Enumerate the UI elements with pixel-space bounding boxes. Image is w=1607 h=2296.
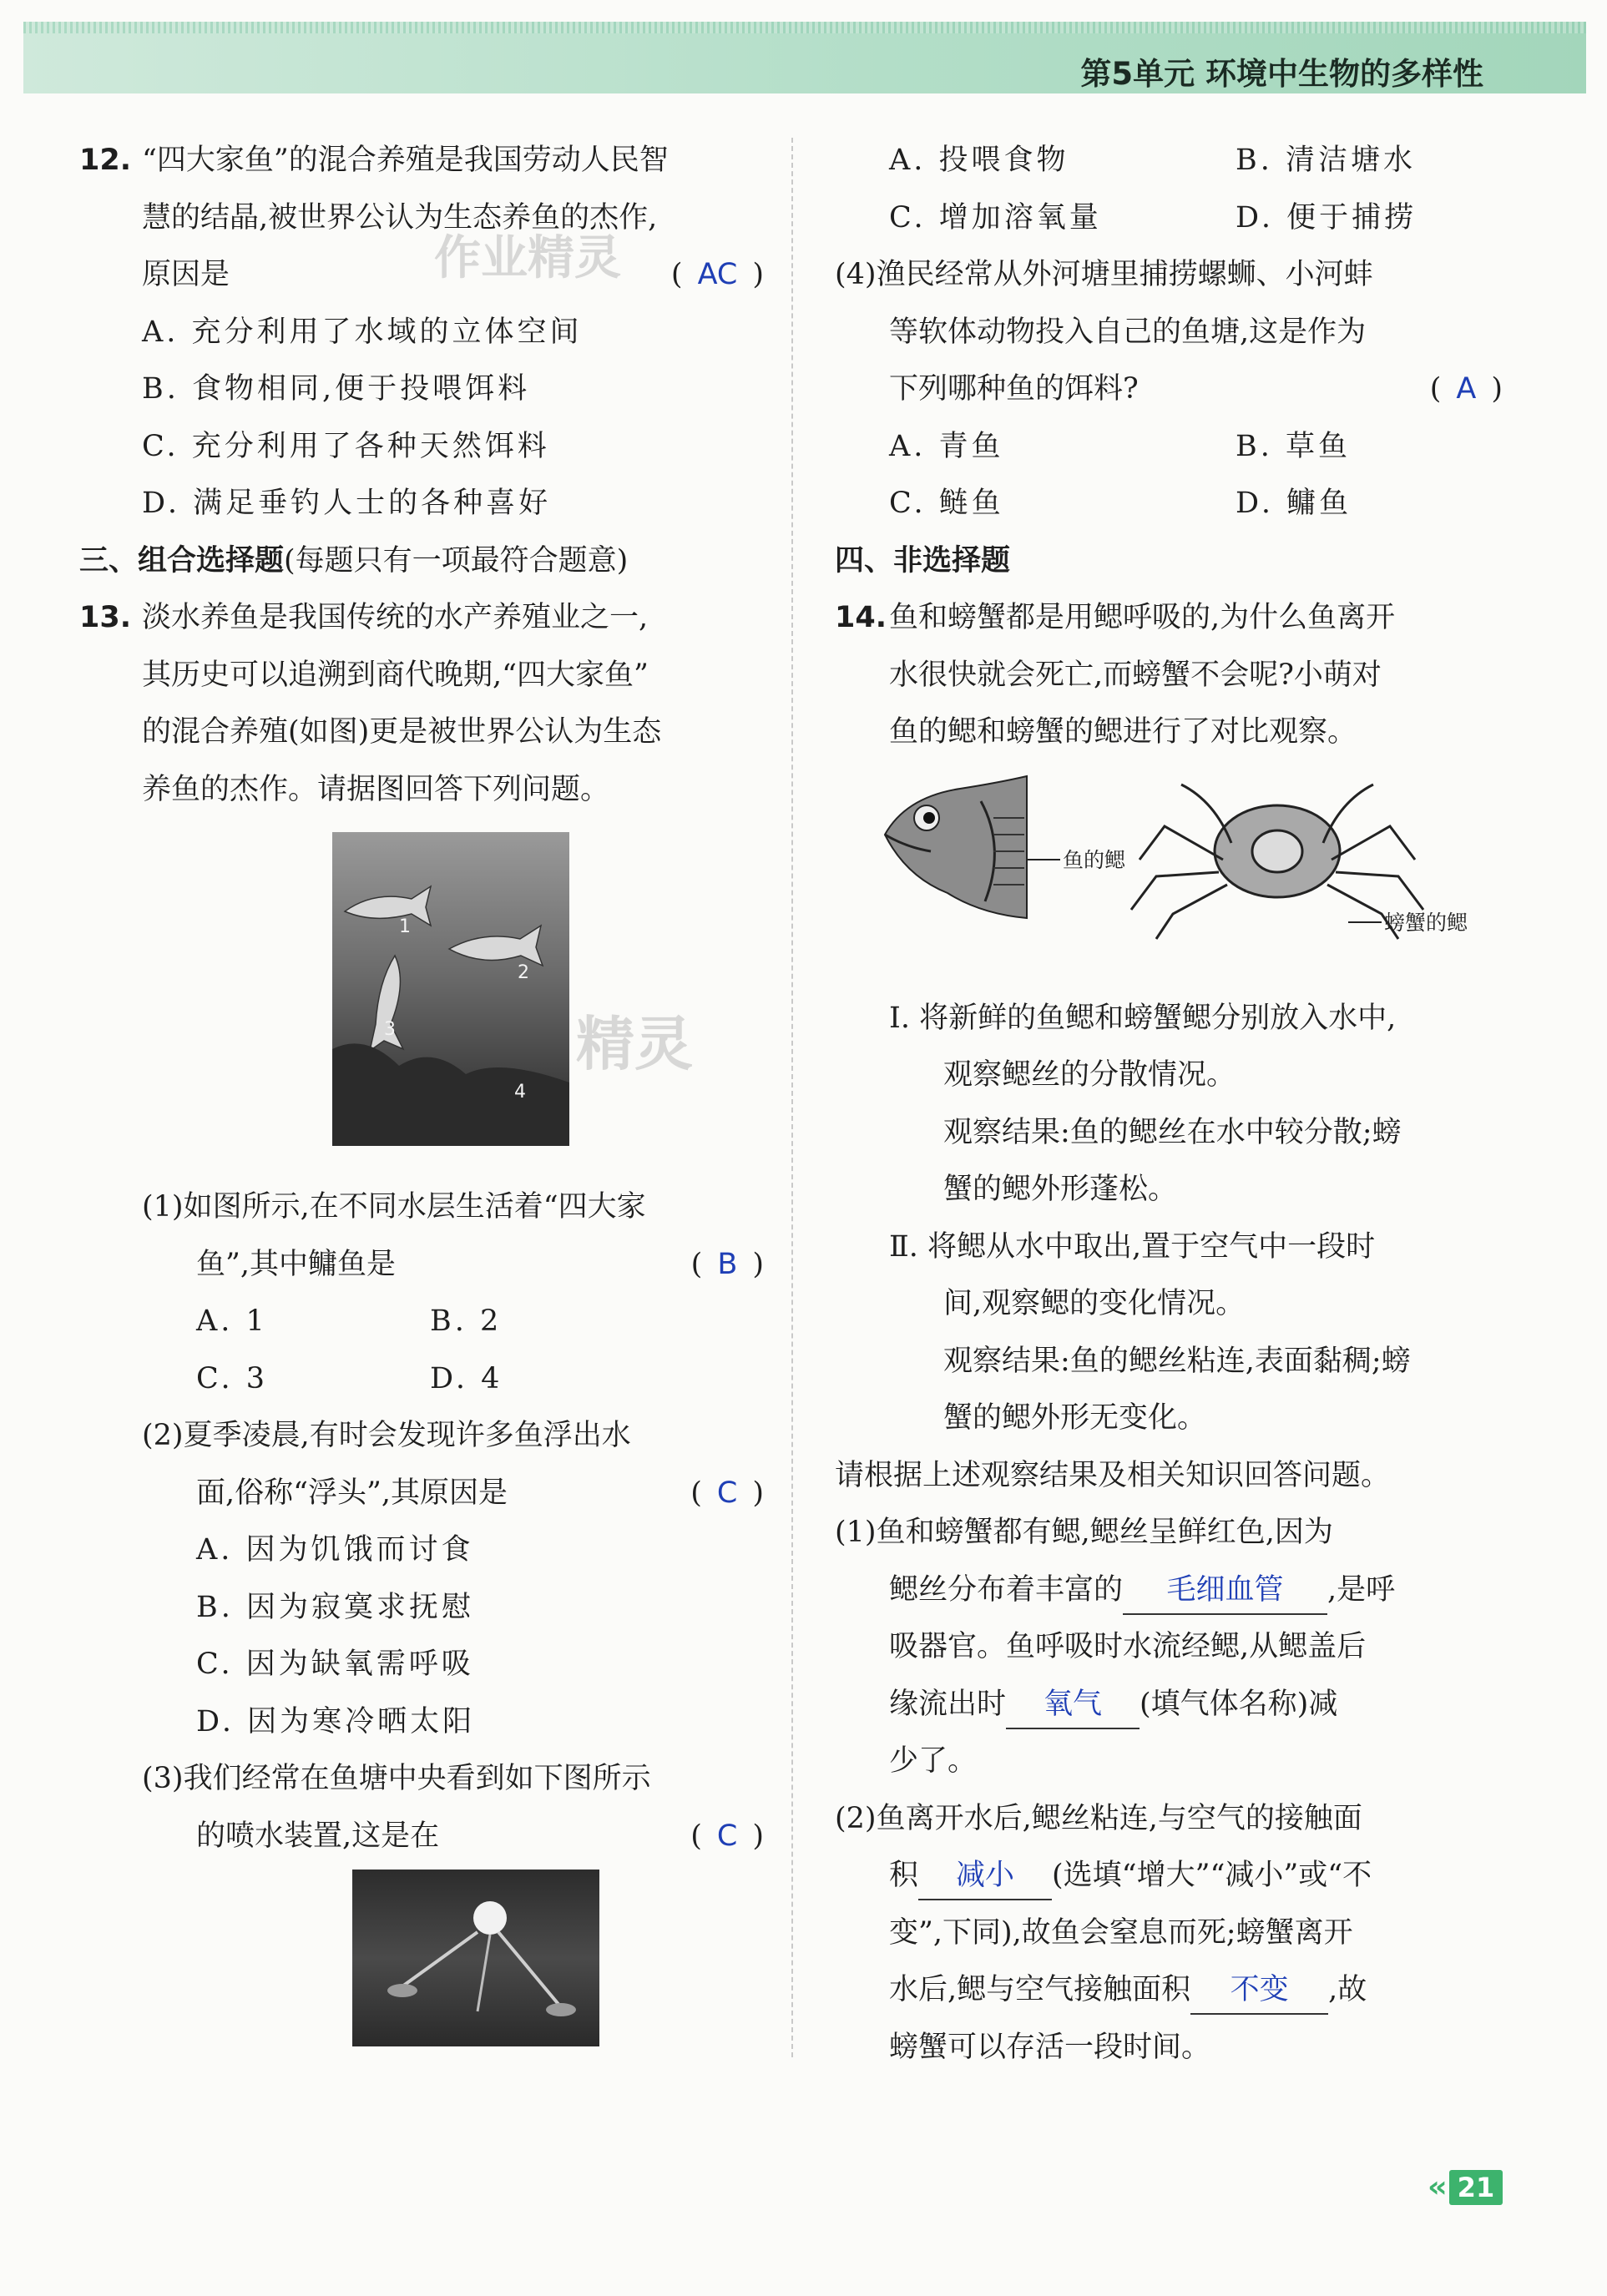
q12-option-a: A. 充分利用了水域的立体空间 [142, 315, 583, 349]
q12-option-d: D. 满足垂钓人士的各种喜好 [142, 487, 552, 520]
q13-sub2-option-a: A. 因为饥饿而讨食 [196, 1533, 474, 1567]
q14-a2-line-5: 螃蟹可以存活一段时间。 [889, 2030, 1211, 2064]
q14-a1-line-5: 少了。 [889, 1744, 978, 1778]
q12-option-c: C. 充分利用了各种天然饵料 [142, 429, 550, 463]
gill-illustration [881, 768, 1515, 947]
q14-a1-line-4: 缘流出时 氧气 (填气体名称)减 [835, 1676, 1503, 1733]
q13-sub4-line-1: (4)渔民经常从外河塘里捕捞螺蛳、小河蚌 [835, 258, 1373, 291]
fish-label-4: 4 [514, 1082, 526, 1103]
q12-answer: AC [697, 258, 738, 291]
answer-blank-oxygen[interactable]: 氧气 [1006, 1681, 1140, 1729]
q12-line-2: 慧的结晶,被世界公认为生态养鱼的杰作, [142, 200, 658, 235]
q12-line-1: 12. “四大家鱼”的混合养殖是我国劳动人民智 [79, 132, 764, 189]
fish-1 [345, 886, 431, 926]
right-column [835, 132, 1503, 2076]
q13-sub2-answer-bracket: ( C ) [690, 1476, 764, 1510]
q13-sub1-options-ab: A. 1 B. 2 [196, 1304, 503, 1338]
q13-sub2-option-d: D. 因为寒冷晒太阳 [196, 1704, 476, 1738]
q13-sub2-line-2: 面,俗称“浮头”,其原因是 ( C ) [79, 1465, 764, 1522]
q12-line-3: 原因是 ( AC ) [79, 246, 764, 304]
q14-a1-line-1: (1)鱼和螃蟹都有鳃,鳃丝呈鲜红色,因为 [835, 1516, 1333, 1549]
q13-sub2-option-b: B. 因为寂寞求抚慰 [196, 1590, 474, 1624]
q12-option-b: B. 食物相同,便于投喂饵料 [142, 372, 531, 406]
q13-sub2-answer: C [716, 1476, 738, 1510]
q13-sub3-answer: C [716, 1819, 738, 1853]
watermark-middle: 精灵 [576, 1010, 693, 1078]
q14-a2-line-1: (2)鱼离开水后,鳃丝粘连,与空气的接触面 [835, 1801, 1362, 1835]
q14-step1-line-4: 蟹的鳃外形蓬松。 [943, 1173, 1178, 1206]
aerator-foot-left [387, 1984, 417, 1997]
q13-sub1-line-1: (1)如图所示,在不同水层生活着“四大家 [142, 1190, 646, 1224]
watermark-top: 作业精灵 [434, 231, 621, 285]
section-4-heading: 四、非选择题 [835, 543, 1011, 578]
fish-head-drawing [885, 776, 1027, 918]
fish-label-3: 3 [384, 1019, 396, 1040]
fish-gill-label: 鱼的鳃 [1063, 848, 1126, 872]
q14-step2-line-1: Ⅱ. 将鳃从水中取出,置于空气中一段时 [889, 1229, 1376, 1264]
q12-answer-bracket: ( AC ) [670, 258, 764, 291]
aerator-arm-center [478, 1935, 490, 2011]
q13-number: 13. [79, 601, 132, 634]
q14-step1-line-2: 观察鳃丝的分散情况。 [943, 1058, 1236, 1092]
aerator-figure [352, 1870, 599, 2046]
q14-step1-line-1: Ⅰ. 将新鲜的鱼鳃和螃蟹鳃分别放入水中, [889, 1001, 1397, 1035]
section-3-heading: 三、组合选择题(每题只有一项最符合题意) [79, 543, 629, 578]
four-fish-illustration [332, 832, 569, 1146]
pond-weeds [332, 1043, 569, 1146]
q14-line-3: 鱼的鳃和螃蟹的鳃进行了对比观察。 [889, 715, 1357, 749]
column-divider [791, 138, 793, 2057]
q14-a1-line-3: 吸器官。鱼呼吸时水流经鳃,从鳃盖后 [889, 1630, 1367, 1663]
q14-a1-line-2: 鳃丝分布着丰富的 毛细血管 ,是呼 [835, 1562, 1503, 1619]
answer-blank-decrease[interactable]: 减小 [918, 1852, 1052, 1900]
page-number: ‹‹ 21 [1428, 2170, 1503, 2205]
q14-step1-line-3: 观察结果:鱼的鳃丝在水中较分散;螃 [943, 1115, 1402, 1149]
q14-step2-line-4: 蟹的鳃外形无变化。 [943, 1401, 1207, 1435]
gill-figures [881, 768, 1515, 947]
crab-drawing [1131, 785, 1423, 939]
q13-sub2-line-1: (2)夏季凌晨,有时会发现许多鱼浮出水 [142, 1419, 631, 1452]
unit-title: 第5单元 环境中生物的多样性 [1080, 56, 1483, 92]
q13-sub3-line-2: 的喷水装置,这是在 ( C ) [79, 1808, 764, 1865]
q13-sub1-line-2: 鱼”,其中鳙鱼是 ( B ) [79, 1236, 764, 1294]
aerator-foot-right [546, 2003, 576, 2016]
q13-sub4-line-3: 下列哪种鱼的饵料? ( A ) [835, 361, 1503, 418]
q13-line-4: 养鱼的杰作。请据图回答下列问题。 [142, 772, 610, 806]
q13-sub4-answer: A [1456, 372, 1477, 406]
fish-2 [449, 926, 543, 966]
q14-a2-line-2: 积 减小 (选填“增大”“减小”或“不 [835, 1847, 1503, 1905]
q13-line-2: 其历史可以追溯到商代晚期,“四大家鱼” [142, 658, 649, 692]
q14-step2-line-3: 观察结果:鱼的鳃丝粘连,表面黏稠;螃 [943, 1344, 1411, 1378]
q13-sub1-answer-bracket: ( B ) [690, 1247, 764, 1281]
aerator-arm-right [498, 1932, 561, 2007]
aerator-float [473, 1901, 507, 1935]
q14-line-2: 水很快就会死亡,而螃蟹不会呢?小萌对 [889, 658, 1382, 692]
q14-a2-line-4: 水后,鳃与空气接触面积 不变 ,故 [835, 1961, 1503, 2019]
q13-sub1-options-cd: C. 3 D. 4 [196, 1361, 503, 1395]
q14-number: 14. [835, 601, 887, 634]
answer-blank-unchanged[interactable]: 不变 [1190, 1966, 1328, 2015]
q13-sub3-line-1: (3)我们经常在鱼塘中央看到如下图所示 [142, 1762, 651, 1795]
four-fish-figure [332, 832, 569, 1146]
q13-line-3: 的混合养殖(如图)更是被世界公认为生态 [142, 715, 662, 749]
chevron-left-icon: ‹‹ [1428, 2170, 1443, 2204]
q13-sub3-answer-bracket: ( C ) [690, 1819, 764, 1853]
q13-sub4-answer-bracket: ( A ) [1429, 372, 1503, 406]
q14-line-1: 14. 鱼和螃蟹都是用鳃呼吸的,为什么鱼离开 [835, 589, 1503, 647]
q13-sub4-options-ab: A. 青鱼 B. 草鱼 [889, 429, 1351, 463]
aerator-arm-left [402, 1932, 478, 1986]
q13-sub2-option-c: C. 因为缺氧需呼吸 [196, 1648, 474, 1681]
crab-gill-label: 螃蟹的鳃 [1384, 911, 1468, 935]
q14-step2-line-2: 间,观察鳃的变化情况。 [943, 1287, 1246, 1320]
q13-sub3-options-cd: C. 增加溶氧量 D. 便于捕捞 [889, 200, 1417, 235]
q13-line-1: 13. 淡水养鱼是我国传统的水产养殖业之一, [79, 589, 764, 647]
answer-blank-capillaries[interactable]: 毛细血管 [1123, 1567, 1327, 1615]
q14-a2-line-3: 变”,下同),故鱼会窒息而死;螃蟹离开 [889, 1915, 1353, 1950]
fish-label-2: 2 [518, 962, 529, 983]
fish-label-1: 1 [399, 916, 411, 937]
q12-number: 12. [79, 144, 132, 177]
header-stripe [23, 22, 1586, 33]
q13-sub1-answer: B [717, 1247, 738, 1281]
q13-sub4-line-2: 等软体动物投入自己的鱼塘,这是作为 [889, 315, 1367, 349]
aerator-illustration [352, 1870, 599, 2046]
q14-prompt: 请根据上述观察结果及相关知识回答问题。 [835, 1458, 1391, 1492]
q13-sub4-options-cd: C. 鲢鱼 D. 鳙鱼 [889, 487, 1352, 520]
q13-sub3-options-ab: A. 投喂食物 B. 清洁塘水 [889, 144, 1416, 177]
